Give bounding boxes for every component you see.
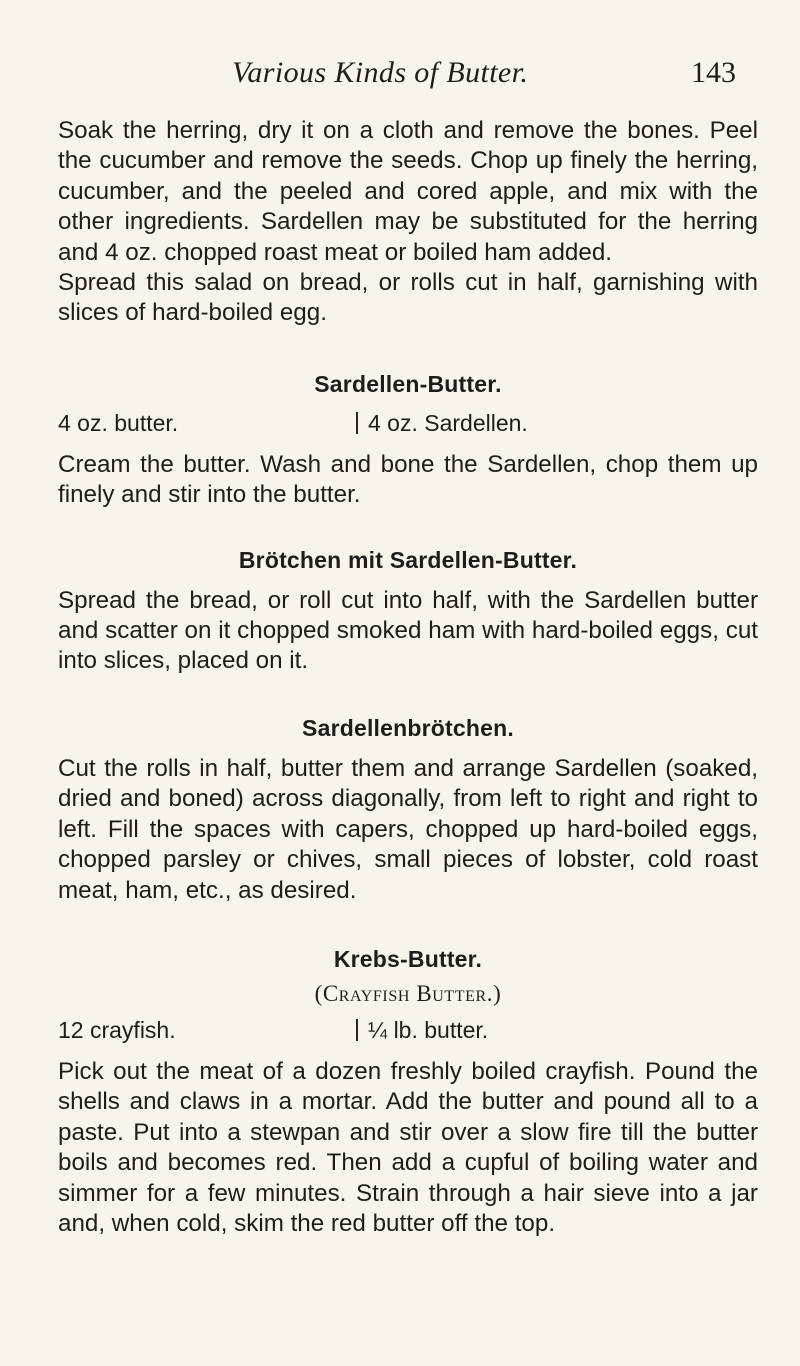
ingredient-right: 4 oz. Sardellen. (368, 409, 528, 436)
ingredient-left: 4 oz. butter. (58, 409, 179, 436)
recipe-text: Cream the butter. Wash and bone the Sardellen, chop them up finely and stir into the butter. (58, 450, 758, 509)
ingredient-left: 12 crayfish. (58, 1016, 176, 1043)
recipe-title: Brötchen mit Sardellen-Butter. (238, 546, 578, 573)
page-content (58, 116, 758, 1239)
ingredient-divider (356, 1019, 358, 1041)
recipe-sardellenbroetchen (58, 715, 758, 906)
recipe-text: Pick out the meat of a dozen freshly boiled crayfish. Pound the shells and claws in a mortar. Add the butter and pound all to a paste. Put into a stewpan and stir over a slow fire till the butter boils and becomes red. Then add a cupful of boiling water and simmer for a few minutes. Strain through a hair sieve into a jar and, when cold, skim the red butter off the top. (58, 1057, 758, 1237)
recipe-subtitle: (Crayfish Butter.) (314, 980, 502, 1006)
recipe-title: Krebs-Butter. (333, 945, 483, 972)
running-title: Various Kinds of Butter. (232, 56, 529, 89)
recipe-title: Sardellenbrötchen. (302, 714, 514, 741)
recipe-broetchen-mit-sardellen-butter (58, 547, 758, 677)
recipe-text: Cut the rolls in half, butter them and arrange Sardellen (soaked, dried and boned) across diagonally, from left to right and right to left. Fill the spaces with capers, chopped up hard-boiled eggs, chopped parsley or chives, small pieces of lobster, cold roast meat, ham, etc., as desired. (58, 754, 758, 904)
intro-paragraph-2: Spread this salad on bread, or rolls cut in half, garnishing with slices of hard-boiled egg. (58, 269, 758, 327)
ingredient-right: ¼ lb. butter. (368, 1016, 489, 1043)
intro-section (58, 116, 758, 329)
recipe-text: Spread the bread, or roll cut into half, with the Sardellen butter and scatter on it chopped smoked ham with hard-boiled eggs, cut into slices, placed on it. (58, 586, 758, 675)
recipe-krebs-butter (58, 946, 758, 1239)
ingredients-list (58, 1017, 758, 1049)
page-header (0, 56, 800, 96)
recipe-title: Sardellen-Butter. (314, 370, 502, 397)
recipe-sardellen-butter (58, 371, 758, 511)
ingredient-divider (356, 412, 358, 434)
intro-paragraph-1: Soak the herring, dry it on a cloth and remove the bones. Peel the cucumber and remove the seeds. Chop up finely the herring, cucumber, and the peeled and cored apple, and mix with the other ingredients. Sardellen may be substituted for the herring and 4 oz. chopped roast meat or boiled ham added. (58, 117, 758, 266)
page-number: 143 (691, 56, 736, 89)
ingredients-list (58, 410, 758, 442)
